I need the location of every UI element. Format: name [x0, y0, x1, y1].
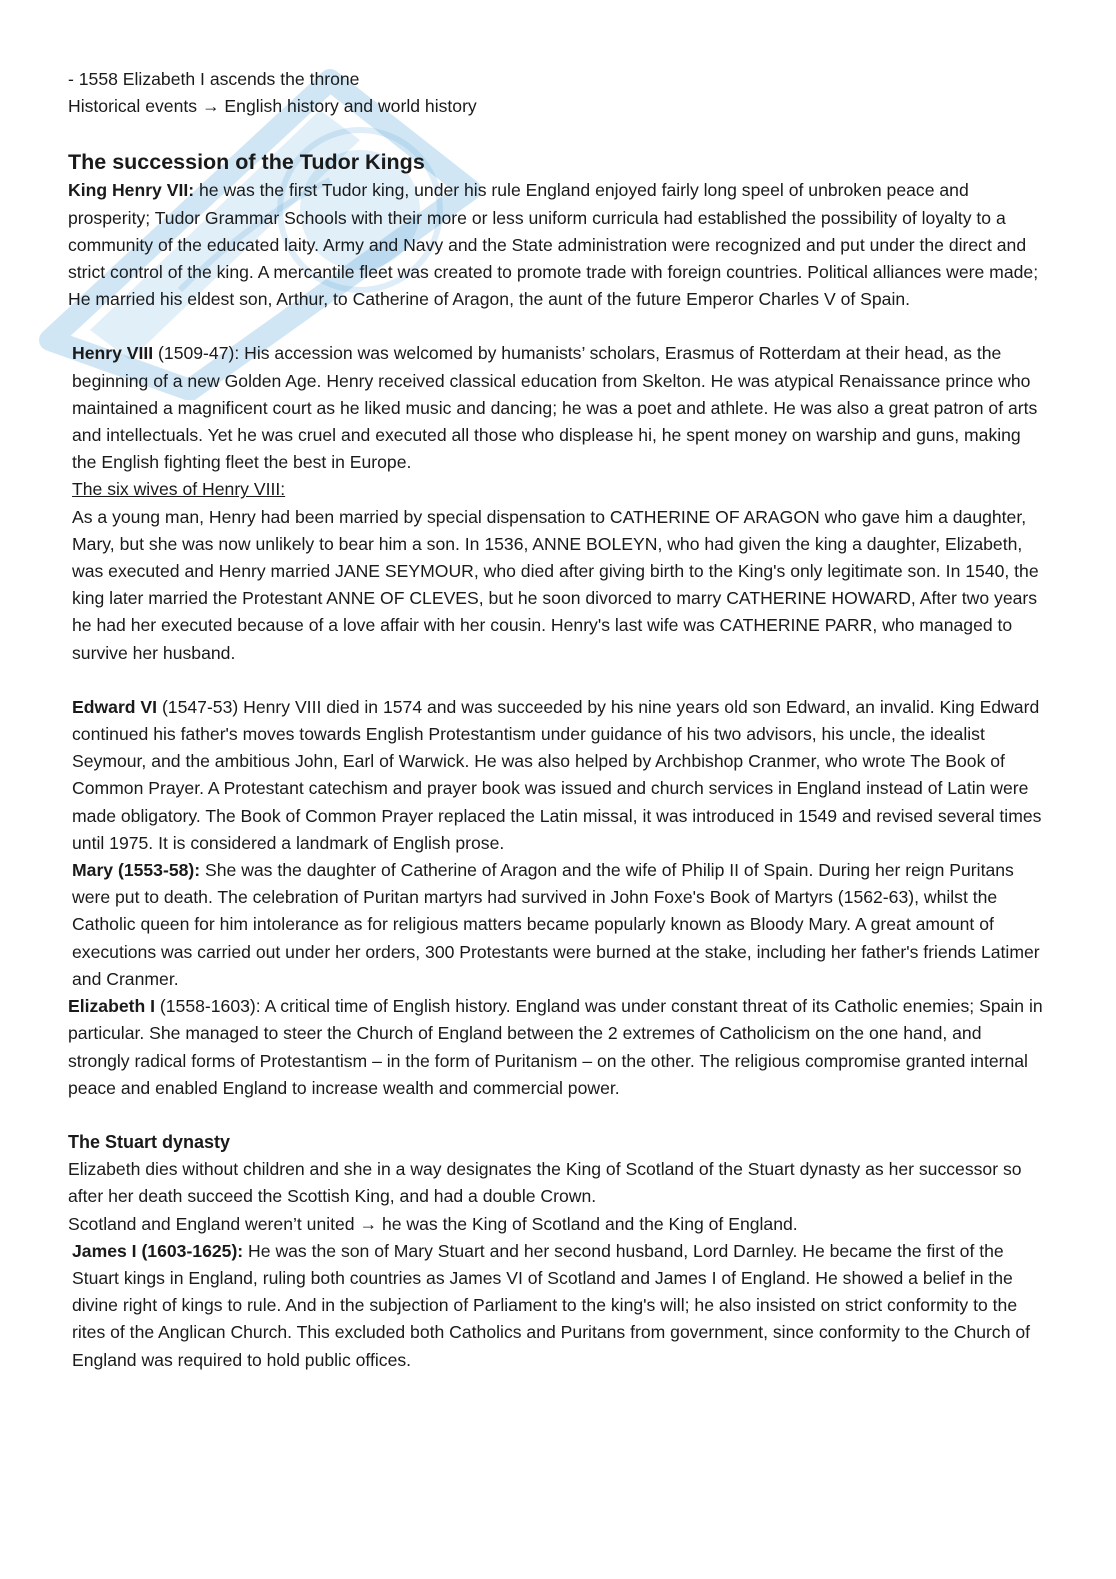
james1-text: He was the son of Mary Stuart and her second husband, Lord Darnley. He became the first of the Stuart kings in England, ruling both countries as James VI of Scotland and James I of England. He showed a belief in the divine right of kings to rule. And in the subjection of Parliament to the king's will; he also insisted on strict conformity to the rites of the Anglican Church. This excluded both Catholics and Puritans from government, since conformity to the Church of England was required to hold public offices. — [72, 1240, 1031, 1370]
edward6-text: (1547-53) Henry VIII died in 1574 and was succeeded by his nine years old son Edward, an invalid. King Edward continued his father's moves towards English Protestantism under guidance of his two advisors, his uncle, the idealist Seymour, and the ambitious John, Earl of Warwick. He was also helped by Archbishop Cranmer, who wrote The Book of Common Prayer. A Protestant catechism and prayer book was issued and church services in England instead of Latin were made obligatory. The Book of Common Prayer replaced the Latin missal, it was introduced in 1549 and revised several times until 1975. It is considered a landmark of English prose. — [72, 696, 1042, 853]
henry8-name: Henry VIII — [72, 343, 154, 364]
henry8-wives-title: The six wives of Henry VIII: — [72, 479, 286, 500]
stuart-paragraph-2: Scotland and England weren’t united → he was the King of Scotland and the King of England. — [68, 1213, 798, 1234]
elizabeth1-paragraph — [68, 993, 1043, 1102]
stuart-heading: The Stuart dynasty — [68, 1131, 231, 1152]
henry8-wives-paragraph: As a young man, Henry had been married by special dispensation to CATHERINE OF ARAGON who gave him a daughter, Mary, but she was now unlikely to bear him a son. In 1536, ANNE BOLEYN, who had given the king a daughter, Elizabeth, was executed and Henry married JANE SEYMOUR, who died after giving birth to the King's only legitimate son. In 1540, the king later married the Protestant ANNE OF CLEVES, but he soon divorced to marry CATHERINE HOWARD, After two years he had her executed because of a love affair with her cousin. Henry's last wife was CATHERINE PARR, who managed to survive her husband. — [72, 506, 1039, 663]
henry7-paragraph — [68, 177, 1043, 313]
intro-line-2: Historical events → English history and world history — [68, 96, 477, 117]
edward6-name: Edward VI — [72, 696, 158, 717]
mary-text: She was the daughter of Catherine of Aragon and the wife of Philip II of Spain. During her reign Puritans were put to death. The celebration of Puritan martyrs had survived in John Foxe's Book of Martyrs (1562-63), whilst the Catholic queen for him intolerance as for religious matters became popularly known as Bloody Mary. A great amount of executions was carried out under her orders, 300 Protestants were burned at the stake, including her father's friends Latimer and Cranmer. — [72, 860, 1040, 989]
james1-name: James I (1603-1625): — [72, 1240, 244, 1261]
intro-line-1: - 1558 Elizabeth I ascends the throne — [68, 69, 360, 89]
stuart-paragraph-1: Elizabeth dies without children and she in a way designates the King of Scotland of the Stuart dynasty as her successor so after her death succeed the Scottish King, and had a double Crown. — [68, 1159, 1022, 1207]
mary-name: Mary (1553-58): — [72, 860, 201, 881]
henry8-paragraph — [68, 340, 1043, 476]
elizabeth1-name: Elizabeth I — [68, 996, 156, 1017]
henry8-text: (1509-47): His accession was welcomed by humanists’ scholars, Erasmus of Rotterdam at their head, as the beginning of a new Golden Age. Henry received classical education from Skelton. He was atypical Renaissance prince who maintained a magnificent court as he liked music and dancing; he was a poet and athlete. He was also a great patron of arts and intellectuals. Yet he was cruel and executed all those who displease hi, he spent money on warship and guns, making the English fighting fleet the best in Europe. — [72, 343, 1038, 473]
edward6-paragraph — [68, 694, 1043, 857]
mary-paragraph — [68, 857, 1043, 993]
henry7-text: he was the first Tudor king, under his rule England enjoyed fairly long speel of unbroken peace and prosperity; Tudor Grammar Schools with their more or less uniform curricula had established the possibility of loyalty to a community of the educated laity. Army and Navy and the State administration were recognized and put under the direct and strict control of the king. A mercantile fleet was created to promote trade with foreign countries. Political alliances were made; He married his eldest son, Arthur, to Catherine of Aragon, the aunt of the future Emperor Charles V of Spain. — [68, 180, 1039, 310]
document-page — [68, 66, 1043, 1374]
henry8-wives-title-line — [68, 476, 1043, 503]
tudor-heading: The succession of the Tudor Kings — [68, 150, 425, 175]
james1-paragraph — [68, 1238, 1043, 1374]
henry7-name: King Henry VII: — [68, 180, 195, 201]
elizabeth1-text: (1558-1603): A critical time of English history. England was under constant threat of its Catholic enemies; Spain in particular. She managed to steer the Church of England between the 2 extremes of Catholicism on the one hand, and strongly radical forms of Protestantism – in the form of Puritanism – on the other. The religious compromise granted internal peace and enabled England to increase wealth and commercial power. — [68, 996, 1043, 1098]
